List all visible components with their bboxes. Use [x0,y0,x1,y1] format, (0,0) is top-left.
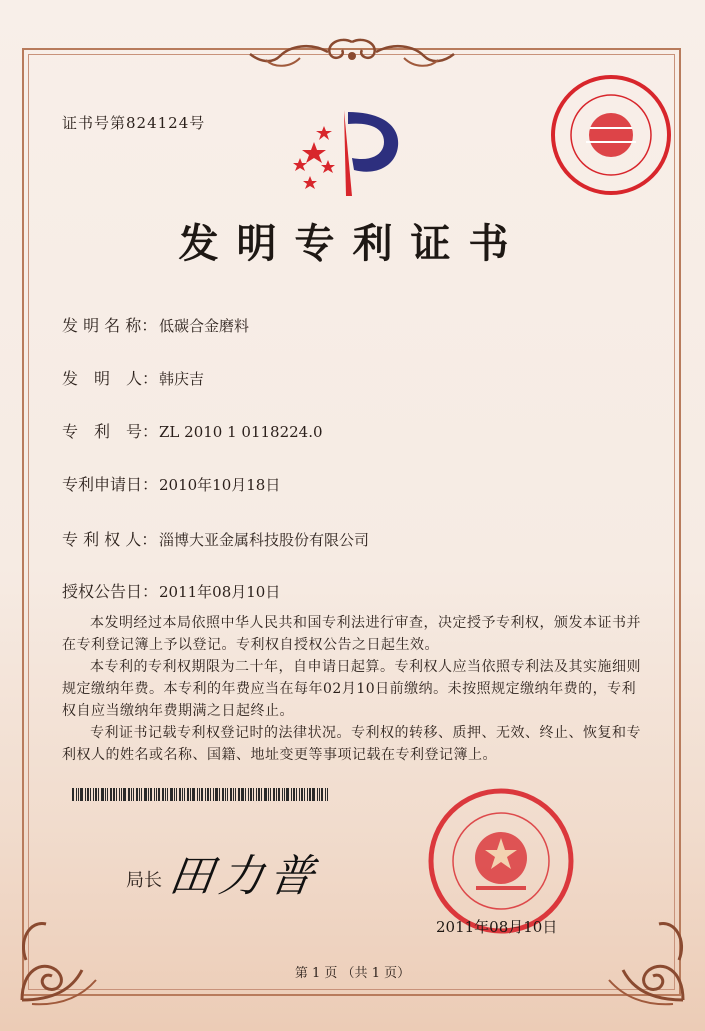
field-grant-date [62,579,280,602]
field-label: 授权公告日： [62,582,159,601]
field-invention-name [62,313,249,336]
field-value: 淄博大亚金属科技股份有限公司 [159,531,370,549]
paragraph-legal-status: 专利证书记载专利权登记时的法律状况。专利权的转移、质押、无效、终止、恢复和专利权人的姓名或名称、国籍、地址变更等事项记载在专利登记簿上。 [62,725,641,763]
barcode [72,788,340,801]
certificate-title: 发明专利证书 [178,221,527,267]
field-value: 2011年08月10日 [159,583,281,601]
field-label: 专 利 权 人： [62,530,158,549]
field-label: 专 利 号： [62,422,159,441]
bottom-right-ornament [603,900,693,1010]
field-inventor [62,366,204,389]
field-value: ZL 2010 1 0118224.0 [159,423,323,441]
field-label: 发 明 人： [62,369,159,388]
top-ornament [230,34,475,74]
field-application-date [62,472,280,495]
director-signature: 田力普 [165,851,323,902]
bottom-left-ornament [12,900,102,1010]
field-value: 低碳合金磨料 [159,317,250,335]
national-seal [416,786,586,936]
patent-office-logo [286,100,406,200]
field-value: 韩庆吉 [159,370,205,388]
field-label: 专利申请日： [62,475,159,494]
field-label: 发 明 名 称： [62,316,158,335]
field-patentee [62,527,369,550]
field-value: 2010年10月18日 [159,476,281,494]
signature-title: 局长 [126,870,162,891]
seal-date: 2011年08月10日 [436,918,558,936]
paragraph-grant: 本发明经过本局依照中华人民共和国专利法进行审查，决定授予专利权，颁发本证书并在专利登记簿上予以登记。专利权自授权公告之日起生效。 [62,615,641,653]
page-number: 第 1 页 （共 1 页） [294,966,411,981]
agency-seal [546,70,676,200]
field-patent-number [62,419,323,442]
paragraph-term: 本专利的专利权期限为二十年，自申请日起算。专利权人应当依照专利法及其实施细则规定缴纳年费。本专利的年费应当在每年02月10日前缴纳。未按照规定缴纳年费的，专利权自应当缴纳年费期满之日起终止。 [62,659,641,719]
certificate-number: 证书号第824124号 [62,114,206,132]
